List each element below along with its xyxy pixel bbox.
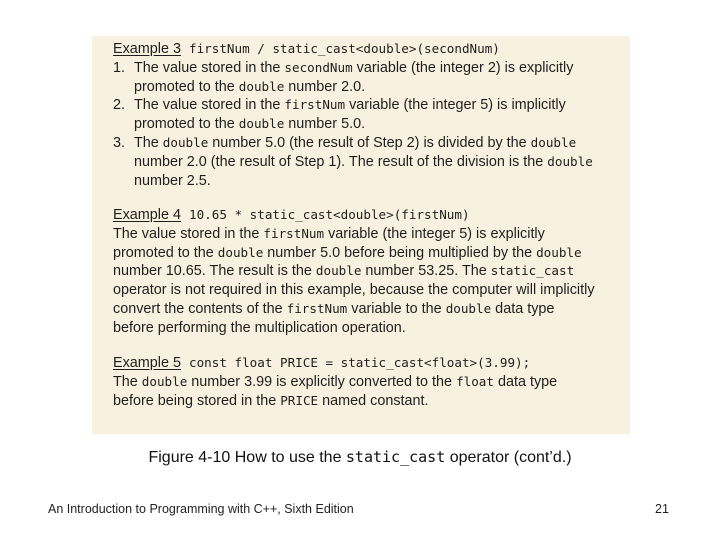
example-4-header (113, 206, 624, 225)
step-3-line-2: number 2.0 (the result of Step 1). The result of the division is the double (134, 153, 593, 170)
example-3-header (113, 40, 624, 59)
step-2-line-1: 2. The value stored in the firstNum variable (the integer 5) is implicitly (113, 97, 566, 114)
step-1-line-1: 1. The value stored in the secondNum variable (the integer 2) is explicitly (113, 59, 574, 76)
example-4-line-3: number 10.65. The result is the double number 53.25. The static_cast (113, 263, 575, 280)
example-4-line-6: before performing the multiplication operation. (113, 319, 406, 336)
figure-caption: Figure 4-10 How to use the static_cast operator (cont’d.) (148, 448, 572, 466)
example-4-line-2: promoted to the double number 5.0 before being multiplied by the double (113, 244, 582, 261)
example-5 (113, 354, 624, 410)
example-4 (113, 206, 624, 338)
example-4-line-4: operator is not required in this example, because the computer will implicitly (113, 282, 595, 299)
step-1-line-2: promoted to the double number 2.0. (134, 78, 366, 95)
example-4-line-1: The value stored in the firstNum variable (the integer 5) is explicitly (113, 225, 545, 242)
example-4-title: Example 4 (113, 207, 181, 223)
example-5-title: Example 5 (113, 355, 181, 371)
example-3 (113, 40, 624, 190)
example-5-code: const float PRICE = static_cast<float>(3.99); (189, 355, 531, 370)
page-number: 21 (655, 502, 669, 516)
example-5-line-1: The double number 3.99 is explicitly converted to the float data type (113, 373, 558, 390)
example-5-line-2: before being stored in the PRICE named constant. (113, 392, 429, 409)
example-4-code: 10.65 * static_cast<double>(firstNum) (189, 207, 470, 222)
example-3-code: firstNum / static_cast<double>(secondNum) (189, 41, 500, 56)
example-3-title: Example 3 (113, 41, 181, 57)
example-4-line-5: convert the contents of the firstNum variable to the double data type (113, 300, 555, 317)
example-5-header (113, 354, 624, 373)
step-3-line-3: number 2.5. (134, 172, 211, 189)
caption-code: static_cast (345, 448, 446, 466)
step-3-line-1: 3. The double number 5.0 (the result of Step 2) is divided by the double (113, 134, 577, 151)
step-2-line-2: promoted to the double number 5.0. (134, 116, 366, 133)
footer-book-title: An Introduction to Programming with C++, Sixth Edition (48, 502, 354, 516)
